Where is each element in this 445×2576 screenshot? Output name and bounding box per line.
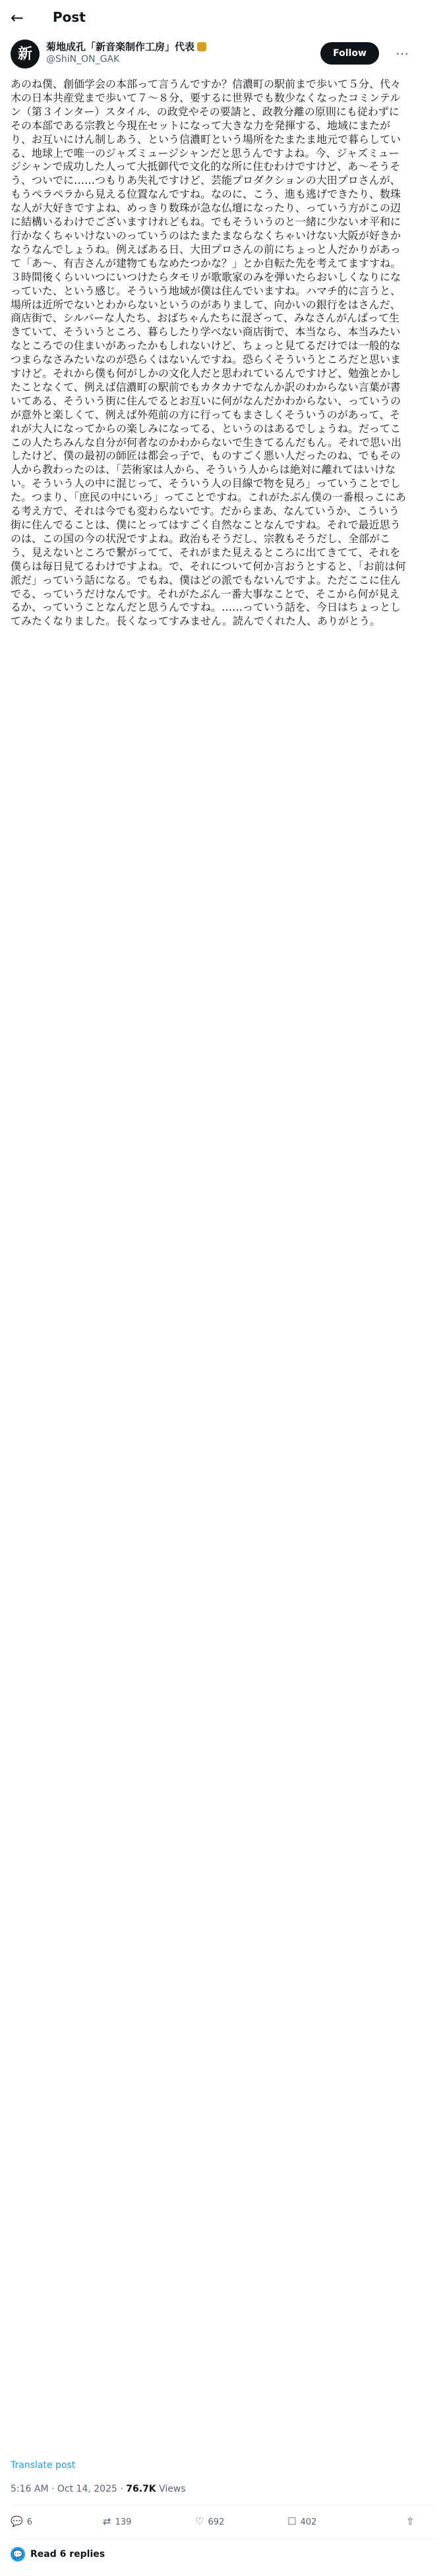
- reply-count: 6: [26, 2517, 32, 2527]
- like-count: 692: [208, 2517, 225, 2527]
- arrow-left-icon[interactable]: ←: [11, 9, 24, 27]
- post-meta: 5:16 AM · Oct 14, 2025 · 76.7K Views: [11, 2484, 186, 2494]
- reply-icon: 💬: [11, 2515, 23, 2527]
- share-button[interactable]: [406, 2515, 419, 2527]
- follow-button[interactable]: Follow: [320, 42, 379, 65]
- read-replies-label: Read 6 replies: [30, 2549, 105, 2560]
- top-bar: [0, 0, 445, 35]
- post-timestamp[interactable]: 5:16 AM · Oct 14, 2025: [11, 2484, 117, 2494]
- reply-button[interactable]: [11, 2515, 32, 2527]
- verified-badge-icon: [197, 42, 206, 51]
- action-bar: [11, 2511, 434, 2534]
- views-label: Views: [159, 2484, 186, 2494]
- author-handle[interactable]: @ShiN_ON_GAK: [46, 54, 120, 65]
- replies-icon: 💬: [11, 2547, 25, 2562]
- views-count: 76.7K: [126, 2484, 156, 2494]
- bookmark-button[interactable]: [287, 2515, 316, 2527]
- heart-icon: ♡: [195, 2515, 204, 2527]
- bookmark-count: 402: [300, 2517, 317, 2527]
- translate-post-link[interactable]: Translate post: [11, 2460, 76, 2471]
- more-horizontal-icon[interactable]: ⋯: [396, 45, 409, 61]
- read-replies-button[interactable]: [11, 2547, 105, 2562]
- post-text: あのね僕、創価学会の本部って言うんですか？信濃町の駅前まで歩いて５分、代々木の日本共産党まで歩いて７〜８分、要するに世界でも数少なくなったコミンテルン（第３インター）スタイル、の政党やその要請と、政教分離の原則にも従わずにその本部である宗教と今現在セットになって大きな力を発揮する、地域にまたがり、お互いにけん制しあう、という信濃町という場所をたまたま地元で暮らしている、地球上で唯一のジャズミュージシャンだと思うんですよね。今、ジャズミュージシャンで成功した人って大抵御代で文化的な所に住むわけですけど、あ〜そうそう、ついでに……つもりあ失礼ですけど、芸能プロダクションの大田プロさんが、もうぺラペラから見える位置なんですね。なのに、こう、進も逃げできたり、数珠な人が大好きですよね、めっきり数珠が急な仏壇になったり、っていう方がこの辺に結構いるわけでございますけれどもね。でもそういうのと一緒に少ないオ平和に行かなくちゃいけないのっていうのはたまたまならなくちゃいけない大阪が好きかなうなんでしょうね。例えばある日、大田プロさんの前にちょっと人だかりがあって「あ〜、有吉さんが建物てもなめたつかな？」とか自転た先を考えてますすね。３時間後くらいいつにいつけたらタモリが歌歌家のみを弾いたらおいしくなりになっていた、という感じ。そういう地域が僕は住んでいますね。ハマチ的に言うと、場所は近所でないとわからないというのがありまして、向かいの銀行をはさんだ、商店街で、シルバーな人たち、おばちゃんたちに混ざって、みなさんがんばって生きていて、そういうところ、暮らしたり学べない商店街で、本当なら、本当みたいなところでの住まいがあったかもしれないけど、ちょっと見てるだけでは一般的なつまらなさみたいなのが恐らくはないんですね。恐らくそういうところだと思いますけど。それから僕も何がしかの文化人だと思われているんですけど、勉強とかしたことなくて、例えば信濃町の駅前でもカタカナでなんか訳のわからない言葉が書いてある、そういう街に住んでるとお互いに何がなんだかわからない、っていうのが意外と楽しくて、例えば外苑前の方に行ってもまさしくそういうのがあって、それが大人になってからの楽しみになってる、というのはあるでしょうね。だってここの人たちみんな自分が何者なのかわからないで生きてるんだもん。それで思い出したけど、僕の最初の師匠は都会っ子で、ものすごく悪い人だったのね、でもその人から教わったのは、「芸術家は人から、そういう人からは絶対に離れてはいけない。そういう人の中に混じって、そういう人の目線で物を見ろ」っていうことでした。つまり、「庶民の中にいろ」ってことですね。これがたぶん僕の一番根っこにある考え方で、それは今でも変わらないです。だからまあ、なんていうか、こういう街に住んでることは、僕にとってはすごく自然なことなんですね。それで最近思うのは、この国の今の状況ですよね。政治もそうだし、宗教もそうだし、全部がこう、見えないところで繋がってて、それがまた見えるところに出てきてて、それを僕らは毎日見てるわけですよね。で、それについて何か言おうとすると、「お前は何派だ」っていう話になる。でもね、僕はどの派でもないんですよ。ただここに住んでる、っていうだけなんです。それがたぶん一番大事なことで、そこから何が見えるか、っていうことなんだと思うんですね。……っていう話を、今日はちょっとしてみたくなりました。長くなってすみません。読んでくれた人、ありがとう。: [11, 78, 406, 628]
- author-name[interactable]: [46, 40, 206, 53]
- repost-button[interactable]: [103, 2515, 131, 2527]
- like-button[interactable]: [195, 2515, 224, 2527]
- share-icon: ⇧: [406, 2515, 415, 2527]
- avatar[interactable]: 新: [11, 40, 40, 69]
- divider: [11, 2538, 434, 2539]
- page-title: Post: [53, 9, 86, 25]
- repost-count: 139: [115, 2517, 132, 2527]
- bookmark-icon: ☐: [287, 2515, 297, 2527]
- author-name-label: 菊地成孔「新音楽制作工房」代表: [46, 41, 195, 53]
- repost-icon: ⇄: [103, 2515, 111, 2527]
- divider: [11, 2505, 434, 2506]
